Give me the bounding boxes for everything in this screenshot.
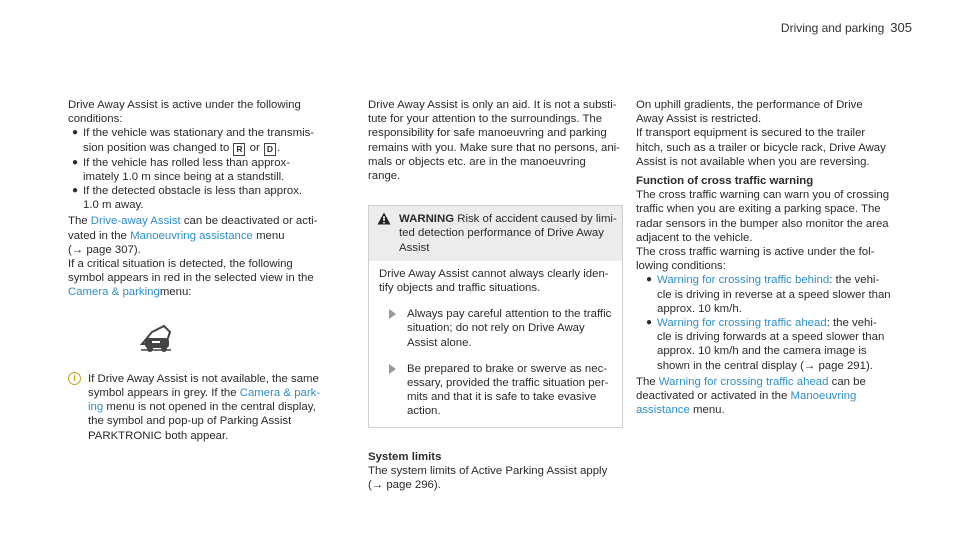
text-line: the symbol and pop-up of Parking Assist: [88, 415, 292, 428]
camera-parking-link[interactable]: ing: [88, 401, 104, 414]
page-reference: (→ page 296).: [368, 479, 441, 492]
text-line: essary, provided the traffic situation per-: [407, 377, 609, 390]
camera-parking-link[interactable]: Camera & parking: [68, 286, 160, 299]
action-item: [379, 307, 612, 350]
text-line: If Drive Away Assist is not available, the same: [88, 372, 319, 385]
text-line: Assist alone.: [407, 336, 472, 349]
text-span: or: [249, 141, 260, 154]
text-line: range.: [368, 170, 401, 183]
text-line: [68, 229, 348, 243]
text-line: [68, 285, 348, 299]
gear-d-key-icon: D: [264, 143, 276, 156]
text-line: Assist: [399, 241, 430, 254]
text-line: The cross traffic warning is active under the fol-: [636, 246, 875, 259]
text-line: If the detected obstacle is less than approx.: [83, 185, 303, 198]
warning-ahead-link[interactable]: Warning for crossing traffic ahead: [658, 375, 829, 388]
text-span: Risk of accident caused by limi-: [454, 213, 617, 226]
warning-label: WARNING: [399, 213, 455, 226]
text-line: On uphill gradients, the performance of Drive: [636, 99, 863, 111]
text-line: Assist is not available when you are reversing.: [636, 155, 870, 168]
text-span: menu.: [689, 404, 725, 417]
warning-header: [369, 206, 622, 261]
text-line: responsibility for safe manoeuvring and parking: [368, 127, 607, 140]
text-line: [68, 214, 348, 228]
bullet-icon: ●: [646, 317, 653, 329]
text-line: [657, 316, 898, 330]
bullet-icon: ●: [72, 127, 79, 139]
action-item: [379, 362, 612, 419]
text-span: The: [68, 215, 91, 228]
camera-parking-link[interactable]: Camera & park-: [239, 387, 321, 400]
cross-traffic-text: [636, 188, 898, 245]
text-line: Always pay careful attention to the traffic: [407, 308, 612, 321]
deactivation-text: [68, 214, 348, 257]
list-item: [68, 126, 348, 155]
system-limits-heading: System limits: [368, 450, 442, 463]
text-line: PARKTRONIC both appear.: [88, 429, 229, 442]
list-item: [68, 156, 348, 184]
text-line: Drive Away Assist is active under the following: [68, 99, 301, 111]
page-header: [781, 20, 912, 35]
column-left: [68, 98, 348, 443]
text-line: If the vehicle has rolled less than approx-: [83, 156, 291, 169]
text-line: conditions:: [68, 113, 123, 126]
text-line: Away Assist is restricted.: [636, 113, 762, 126]
text-span: : the vehi-: [826, 317, 877, 330]
text-line: [636, 375, 898, 389]
bullet-icon: ●: [646, 274, 653, 286]
info-note-icon: i: [68, 372, 81, 385]
text-line: [657, 273, 898, 287]
list-item: [68, 184, 348, 212]
text-line: hitch, such as a trailer or bicycle rack, Drive Away: [636, 141, 886, 154]
list-item: [642, 316, 898, 373]
transport-text: [636, 126, 898, 169]
arrow-right-icon: [389, 309, 396, 319]
column-right: [636, 98, 898, 417]
text-line: tute for your attention to the surroundings. The: [368, 113, 603, 126]
text-span: .: [276, 141, 281, 154]
text-line: cle is driving forwards at a speed slower than: [657, 331, 885, 344]
text-line: situation; do not rely on Drive Away: [407, 322, 585, 335]
collision-warning-icon: [138, 322, 348, 358]
note: [68, 372, 348, 443]
text-line: [88, 386, 348, 400]
warning-ahead-link[interactable]: Warning for crossing traffic ahead: [657, 317, 827, 330]
warning-body: [369, 261, 622, 427]
text-line: lowing conditions:: [636, 260, 726, 273]
arrow-right-icon: [389, 364, 396, 374]
text-line: mits and that it is safe to take evasive: [407, 391, 597, 404]
text-span: : the vehi-: [829, 274, 880, 287]
text-line: If transport equipment is secured to the trailer: [636, 127, 866, 140]
text-line: tify objects and traffic situations.: [379, 282, 541, 295]
uphill-text: [636, 98, 898, 126]
text-line: traffic when you are exiting a parking space. The: [636, 203, 881, 216]
cross-traffic-heading: Function of cross traffic warning: [636, 175, 814, 188]
text-span: deactivated or activated in the: [636, 390, 791, 403]
text-line: cle is driving in reverse at a speed slower than: [657, 288, 891, 301]
text-line: adjacent to the vehicle.: [636, 231, 753, 244]
text-line: ted detection performance of Drive Away: [399, 227, 604, 240]
gear-r-key-icon: R: [233, 143, 245, 156]
text-line: Be prepared to brake or swerve as nec-: [407, 362, 608, 375]
text-line: [83, 141, 348, 156]
text-span: symbol appears in grey. If the: [88, 387, 240, 400]
text-span: vated in the: [68, 229, 131, 242]
drive-away-assist-link[interactable]: Drive-away Assist: [90, 215, 181, 228]
text-span: menu: [252, 229, 285, 242]
manoeuvring-assistance-link[interactable]: assistance: [636, 404, 690, 417]
text-line: If the vehicle was stationary and the transmis-: [83, 127, 315, 140]
critical-text: [68, 257, 348, 300]
page-number: 305: [890, 20, 912, 35]
bullet-icon: ●: [72, 185, 79, 197]
text-line: approx. 10 km/h and the camera image is: [657, 345, 867, 358]
text-line: 1.0 m away.: [83, 199, 144, 212]
text-span: The: [636, 375, 659, 388]
text-span: can be deactivated or acti-: [180, 215, 318, 228]
warning-behind-link[interactable]: Warning for crossing traffic behind: [657, 274, 830, 287]
text-line: mals or objects etc. are in the manoeuvring: [368, 155, 586, 168]
text-line: approx. 10 km/h.: [657, 302, 742, 315]
list-item: [642, 273, 898, 316]
manoeuvring-assistance-link[interactable]: Manoeuvring assistance: [130, 229, 253, 242]
manoeuvring-assistance-link[interactable]: Manoeuvring: [790, 390, 857, 403]
text-line: radar sensors in the bumper also monitor the area: [636, 217, 889, 230]
text-line: Drive Away Assist is only an aid. It is not a substi-: [368, 99, 617, 111]
conditions-text: [636, 245, 898, 273]
text-line: [88, 400, 348, 414]
bullet-icon: ●: [72, 156, 79, 168]
text-line: [399, 212, 617, 226]
text-line: action.: [407, 405, 441, 418]
text-line: [636, 389, 898, 403]
text-line: imately 1.0 m since being at a standstill.: [83, 170, 285, 183]
text-span: can be: [828, 375, 866, 388]
text-span: sion position was changed to: [83, 141, 230, 154]
intro-text: [68, 98, 348, 126]
text-line: [636, 403, 898, 417]
page-reference: (→ page 307).: [68, 243, 141, 256]
text-span: menu:: [159, 286, 192, 299]
text-line: Drive Away Assist cannot always clearly iden-: [379, 267, 609, 280]
text-line: If a critical situation is detected, the following: [68, 258, 293, 271]
text-line: The cross traffic warning can warn you of crossing: [636, 189, 890, 202]
text-line: shown in the central display (→ page 291).: [657, 359, 873, 372]
warning-box: [368, 205, 623, 427]
section-title: Driving and parking: [780, 21, 885, 35]
text-line: symbol appears in red in the selected view in the: [68, 272, 314, 285]
deactivation-text: [636, 375, 898, 418]
warning-triangle-icon: [377, 212, 391, 229]
text-line: remains with you. Make sure that no persons, ani-: [368, 141, 620, 154]
aid-text: [368, 98, 623, 183]
text-span: menu is not opened in the central display,: [103, 401, 316, 414]
system-limits-text: [368, 464, 623, 492]
column-middle: [368, 98, 623, 492]
text-line: The system limits of Active Parking Assist apply: [368, 464, 608, 477]
